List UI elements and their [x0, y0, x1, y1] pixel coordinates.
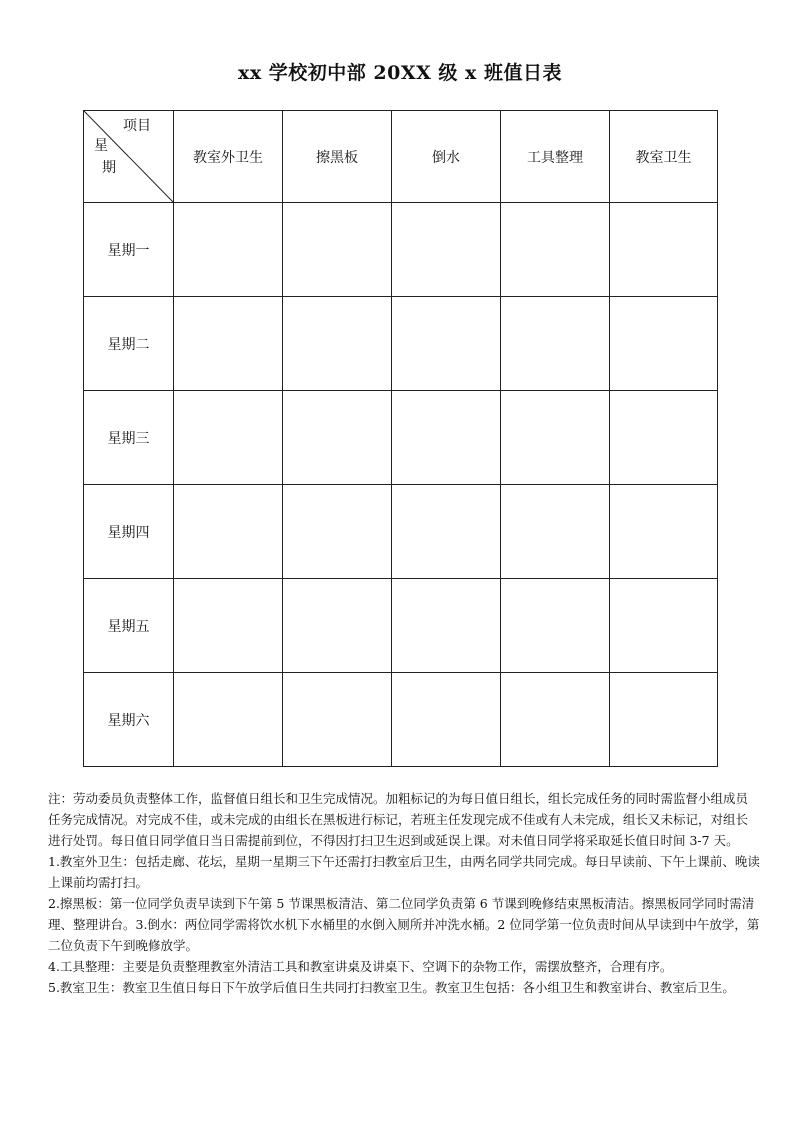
note-paragraph: 5.教室卫生：教室卫生值日每日下午放学后值日生共同打扫教室卫生。教室卫生包括：各小组卫生和教室讲台、教室后卫生。	[48, 980, 735, 995]
table-cell[interactable]	[283, 203, 392, 297]
table-cell[interactable]	[174, 391, 283, 485]
table-cell[interactable]	[392, 579, 501, 673]
column-header: 工具整理	[501, 111, 610, 203]
table-cell[interactable]	[283, 391, 392, 485]
table-cell[interactable]	[392, 391, 501, 485]
table-row	[84, 579, 718, 673]
table-cell[interactable]	[174, 297, 283, 391]
table-cell[interactable]	[174, 203, 283, 297]
table-cell[interactable]	[501, 391, 610, 485]
duty-table	[83, 110, 718, 767]
table-cell[interactable]	[501, 673, 610, 767]
table-cell[interactable]	[174, 673, 283, 767]
table-cell[interactable]	[283, 297, 392, 391]
table-row	[84, 203, 718, 297]
table-cell[interactable]	[283, 579, 392, 673]
table-cell[interactable]	[610, 485, 718, 579]
corner-item-label: 项目	[123, 118, 151, 134]
column-header: 教室外卫生	[174, 111, 283, 203]
table-cell[interactable]	[610, 673, 718, 767]
table-cell[interactable]	[392, 673, 501, 767]
table-row	[84, 485, 718, 579]
note-paragraph: 注：劳动委员负责整体工作，监督值日组长和卫生完成情况。加粗标记的为每日值日组长，组长完成任务的同时需监督小组成员任务完成情况。对完成不佳，或未完成的由组长在黑板进行标记，若班主任发现完成不佳或有人未完成，组长又未标记，对组长进行处罚。每日值日同学值日当日需提前到位，不得因打扫卫生迟到或延误上课。对未值日同学将采取延长值日时间 3-7 天。	[48, 791, 749, 848]
column-header: 教室卫生	[610, 111, 718, 203]
table-cell[interactable]	[174, 485, 283, 579]
table-row	[84, 297, 718, 391]
table-row	[84, 673, 718, 767]
notes-section	[48, 788, 760, 998]
table-cell[interactable]	[610, 391, 718, 485]
row-header: 星期六	[84, 673, 174, 767]
row-header: 星期一	[84, 203, 174, 297]
row-header: 星期三	[84, 391, 174, 485]
corner-day-label-1: 星	[94, 138, 108, 154]
table-cell[interactable]	[501, 203, 610, 297]
row-header: 星期二	[84, 297, 174, 391]
table-cell[interactable]	[501, 485, 610, 579]
table-cell[interactable]	[392, 485, 501, 579]
column-header: 倒水	[392, 111, 501, 203]
table-cell[interactable]	[392, 203, 501, 297]
table-cell[interactable]	[610, 297, 718, 391]
corner-header-cell	[84, 111, 174, 203]
table-row	[84, 391, 718, 485]
row-header: 星期四	[84, 485, 174, 579]
table-cell[interactable]	[610, 579, 718, 673]
row-header: 星期五	[84, 579, 174, 673]
page-title: xx 学校初中部 20XX 级 x 班值日表	[238, 62, 562, 84]
table-cell[interactable]	[392, 297, 501, 391]
table-cell[interactable]	[283, 485, 392, 579]
note-paragraph: 1.教室外卫生：包括走廊、花坛，星期一星期三下午还需打扫教室后卫生，由两名同学共同完成。每日早读前、下午上课前、晚读上课前均需打扫。	[48, 854, 760, 890]
table-cell[interactable]	[501, 297, 610, 391]
table-cell[interactable]	[283, 673, 392, 767]
table-header-row	[84, 111, 718, 203]
corner-day-label-2: 期	[102, 160, 116, 176]
note-paragraph: 4.工具整理：主要是负责整理教室外清洁工具和教室讲桌及讲桌下、空调下的杂物工作，需摆放整齐，合理有序。	[48, 959, 673, 974]
table-cell[interactable]	[610, 203, 718, 297]
table-cell[interactable]	[174, 579, 283, 673]
table-cell[interactable]	[501, 579, 610, 673]
note-paragraph: 2.擦黑板：第一位同学负责早读到下午第 5 节课黑板清洁、第二位同学负责第 6 节课到晚修结束黑板清洁。擦黑板同学同时需清理、整理讲台。3.倒水：两位同学需将饮水机下水桶里的水倒入厕所并冲洗水桶。2 位同学第一位负责时间从早读到中午放学，第二位负责下午到晚修放学。	[48, 896, 760, 953]
column-header: 擦黑板	[283, 111, 392, 203]
